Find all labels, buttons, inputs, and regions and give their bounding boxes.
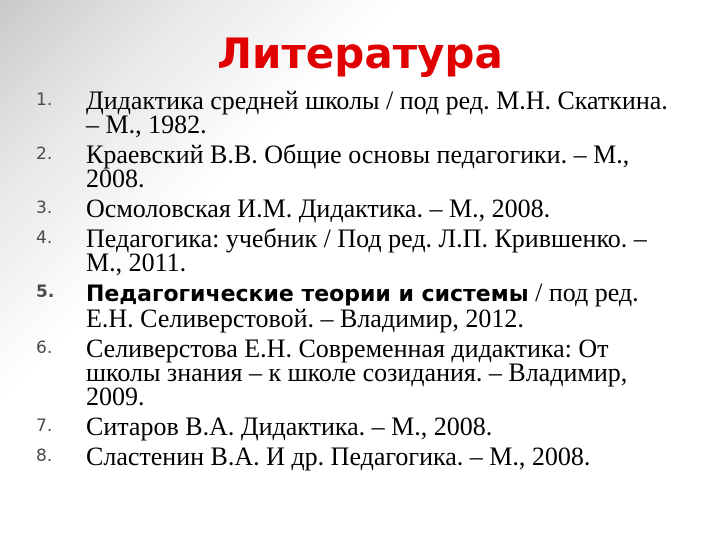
list-item-text: Педагогика: учебник / Под ред. Л.П. Крившенко. – М., 2011. — [86, 224, 647, 277]
list-item-number: 1. — [36, 90, 53, 110]
list-item — [36, 334, 686, 412]
list-item-text: Осмоловская И.М. Дидактика. – М., 2008. — [86, 194, 551, 223]
list-item — [36, 224, 686, 278]
list-item-number: 3. — [36, 198, 53, 218]
list-item-bold-title: Педагогические теории и системы — [86, 282, 529, 307]
list-item-text: Дидактика средней школы / под ред. М.Н. Скаткина. – М., 1982. — [86, 86, 668, 139]
list-item — [36, 140, 686, 194]
list-item-text: Селиверстова Е.Н. Современная дидактика: От школы знания – к школе созидания. – Владимир, 2009. — [86, 334, 628, 411]
list-item — [36, 412, 686, 442]
list-item-text: Сластенин В.А. И др. Педагогика. – М., 2008. — [86, 442, 591, 471]
list-item-number: 4. — [36, 228, 53, 248]
list-item-text: Ситаров В.А. Дидактика. – М., 2008. — [86, 412, 493, 441]
list-item-rest-text: / под ред. Е.Н. Селиверстовой. – Владимир, 2012. — [86, 278, 639, 333]
list-item-number: 7. — [36, 416, 53, 436]
list-item-text: Краевский В.В. Общие основы педагогики. – М., 2008. — [86, 140, 630, 193]
list-item — [36, 86, 686, 140]
bibliography-list — [36, 86, 686, 472]
list-item-number: 6. — [36, 338, 53, 358]
slide-title: Литература — [217, 29, 503, 78]
list-item-text — [86, 278, 686, 334]
list-item — [36, 442, 686, 472]
list-item-number: 5. — [36, 282, 55, 302]
list-item — [36, 194, 686, 224]
list-item-number: 2. — [36, 144, 53, 164]
list-item-number: 8. — [36, 446, 53, 466]
list-item — [36, 278, 686, 334]
